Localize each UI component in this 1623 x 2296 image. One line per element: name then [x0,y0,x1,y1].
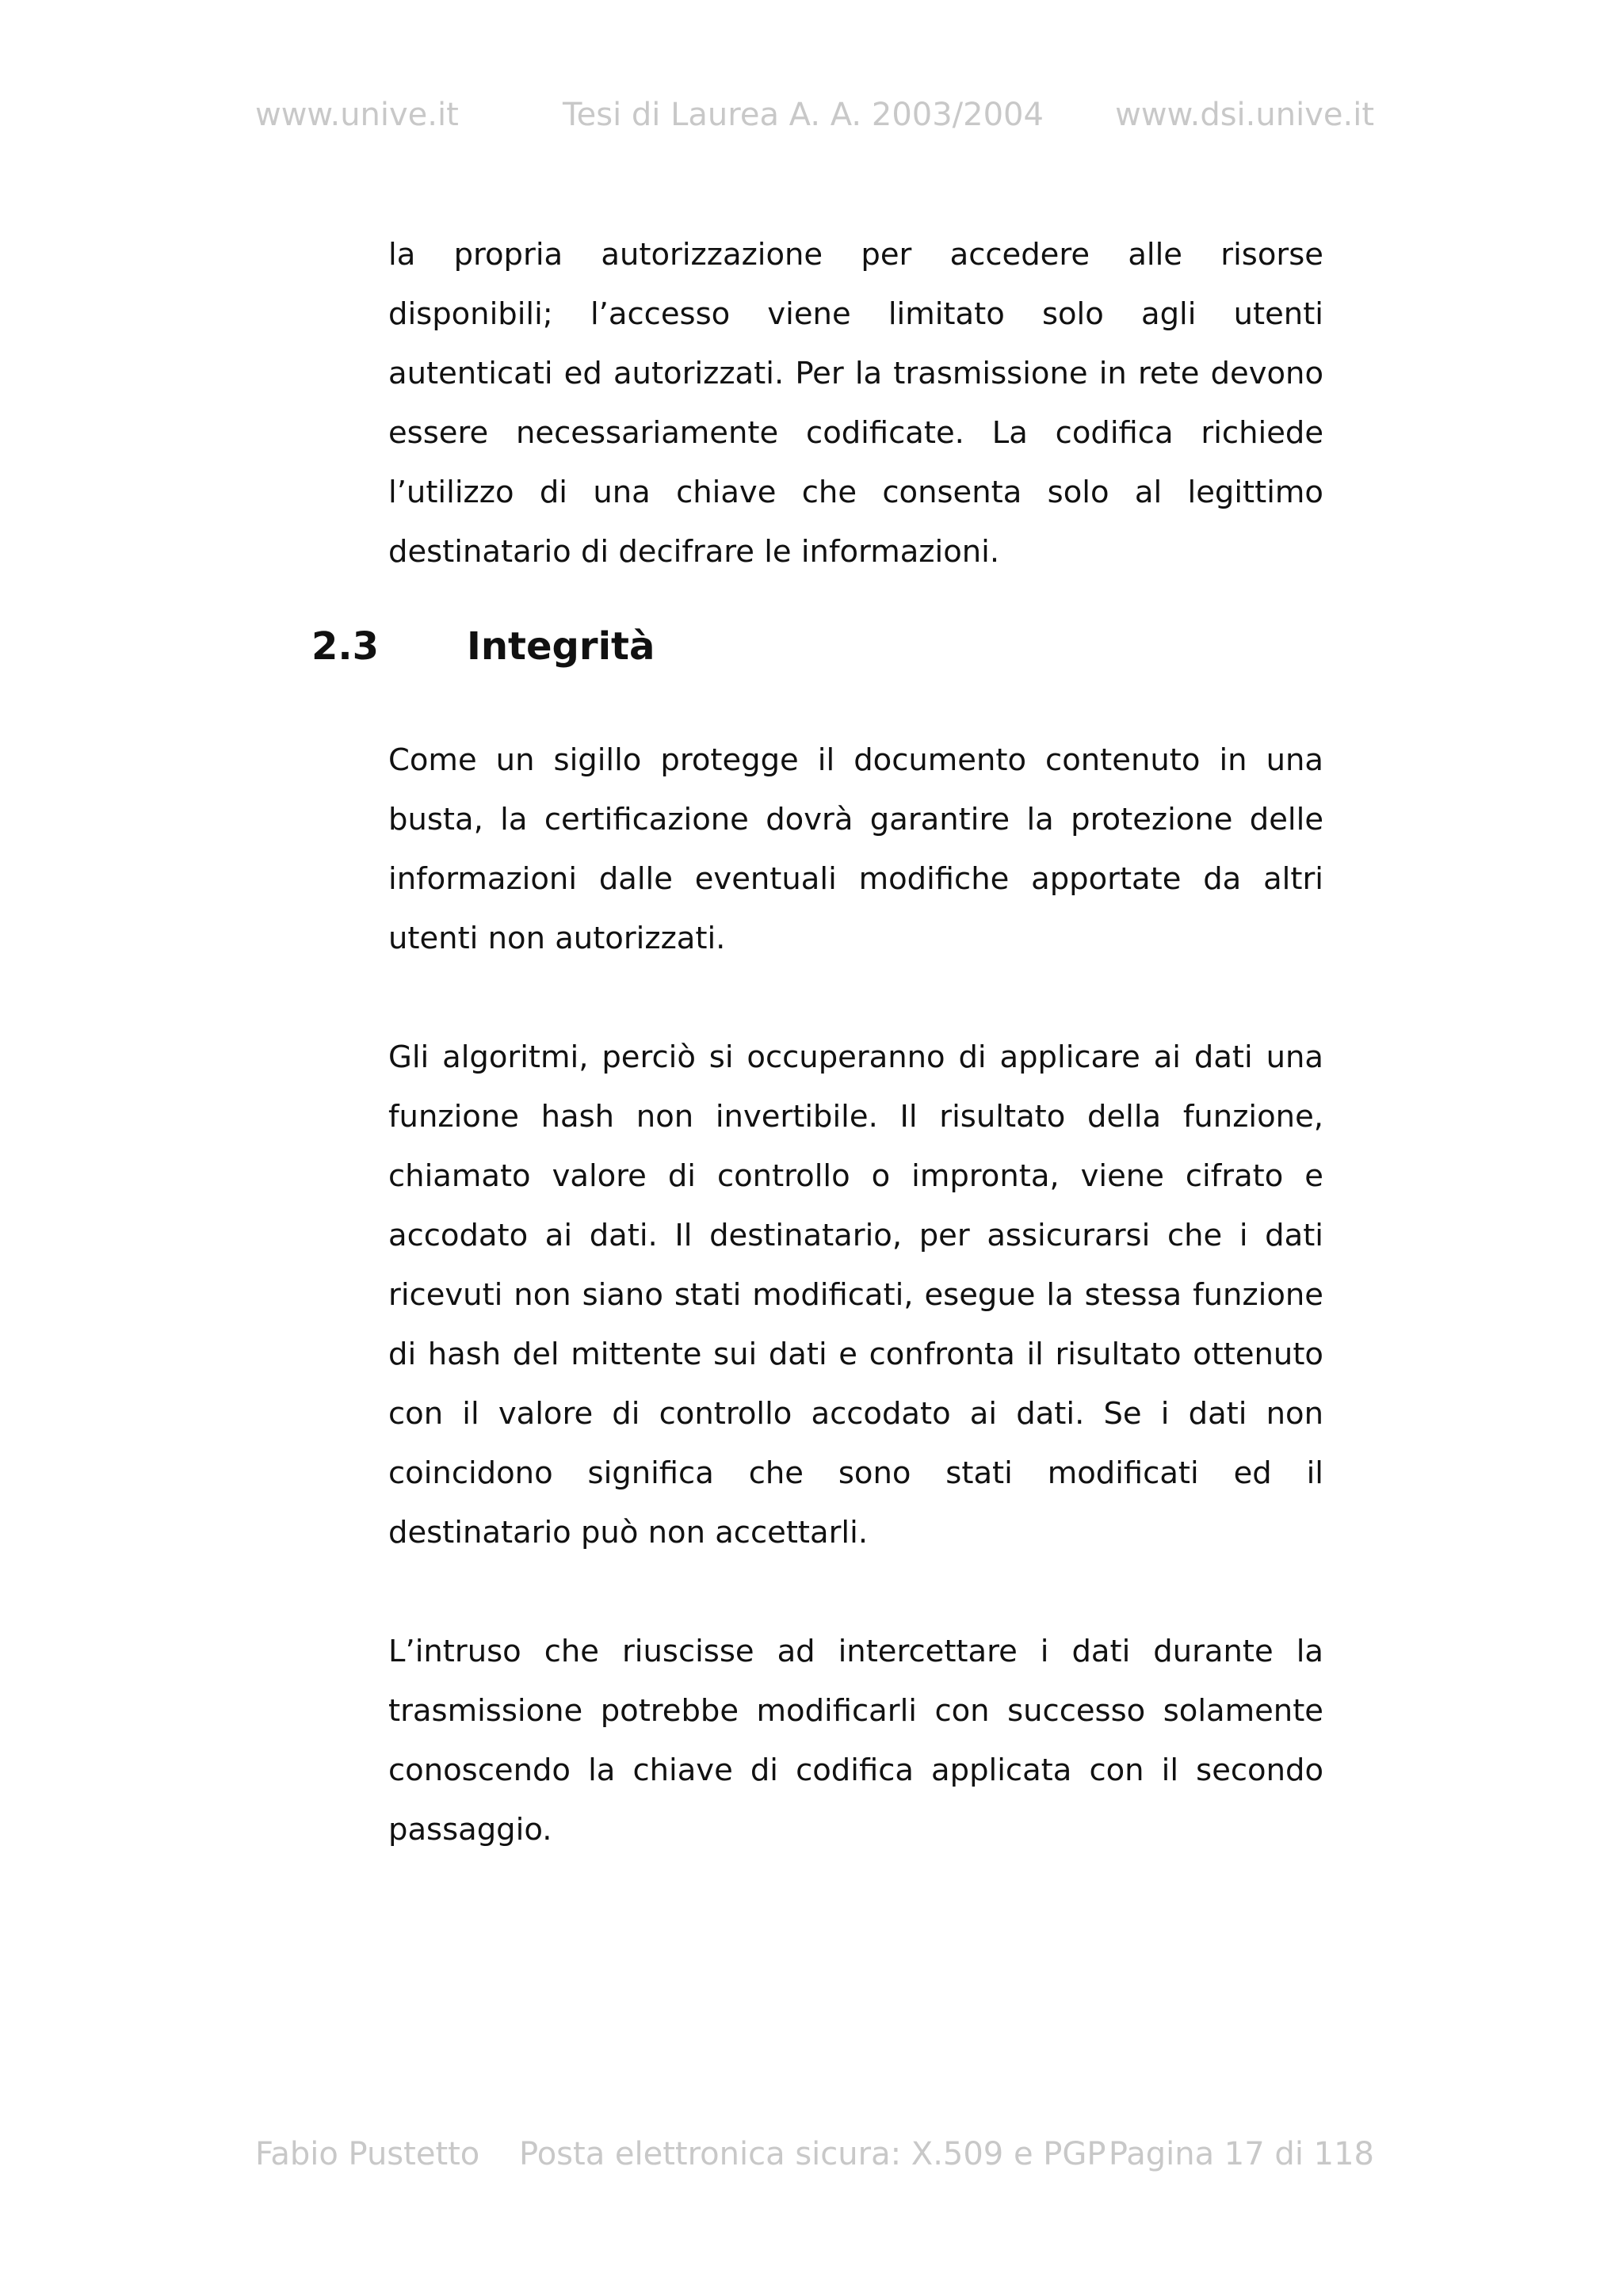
intro-paragraph: la propria autorizzazione per accedere alle risorse disponibili; l’accesso viene limitato solo agli utenti autenticati ed autorizzati. Per la trasmissione in rete devono essere necessariamente codificate. La codifica richiede l’utilizzo di una chiave che consenta solo al legittimo destinatario di decifrare le informazioni. [388,237,1323,570]
footer-author: Fabio Pustetto [255,2136,480,2172]
footer-thesis-title: Posta elettronica sicura: X.509 e PGP [519,2136,1106,2172]
header-department-url: www.dsi.unive.it [1115,97,1374,133]
body-paragraph: L’intruso che riuscisse ad intercettare i dati durante la trasmissione potrebbe modificarli con successo solamente conoscendo la chiave di codifica applicata con il secondo passaggio. [388,1634,1323,1848]
body-paragraph: Gli algoritmi, perciò si occuperanno di applicare ai dati una funzione hash non invertibile. Il risultato della funzione, chiamato valore di controllo o impronta, viene cifrato e accodato ai dati. Il destinatario, per assicurarsi che i dati ricevuti non siano stati modificati, esegue la stessa funzione di hash del mittente sui dati e confronta il risultato ottenuto con il valore di controllo accodato ai dati. Se i dati non coincidono significa che sono stati modificati ed il destinatario può non accettarli. [388,1039,1323,1550]
header-thesis-year: Tesi di Laurea A. A. 2003/2004 [563,97,1044,133]
section-title: Integrità [467,624,655,669]
header-university-url: www.unive.it [255,97,459,133]
section-number: 2.3 [311,624,380,669]
footer-page-number: Pagina 17 di 118 [1108,2136,1374,2172]
body-paragraph: Come un sigillo protegge il documento contenuto in una busta, la certificazione dovrà garantire la protezione delle informazioni dalle eventuali modifiche apportate da altri utenti non autorizzati. [388,742,1323,956]
